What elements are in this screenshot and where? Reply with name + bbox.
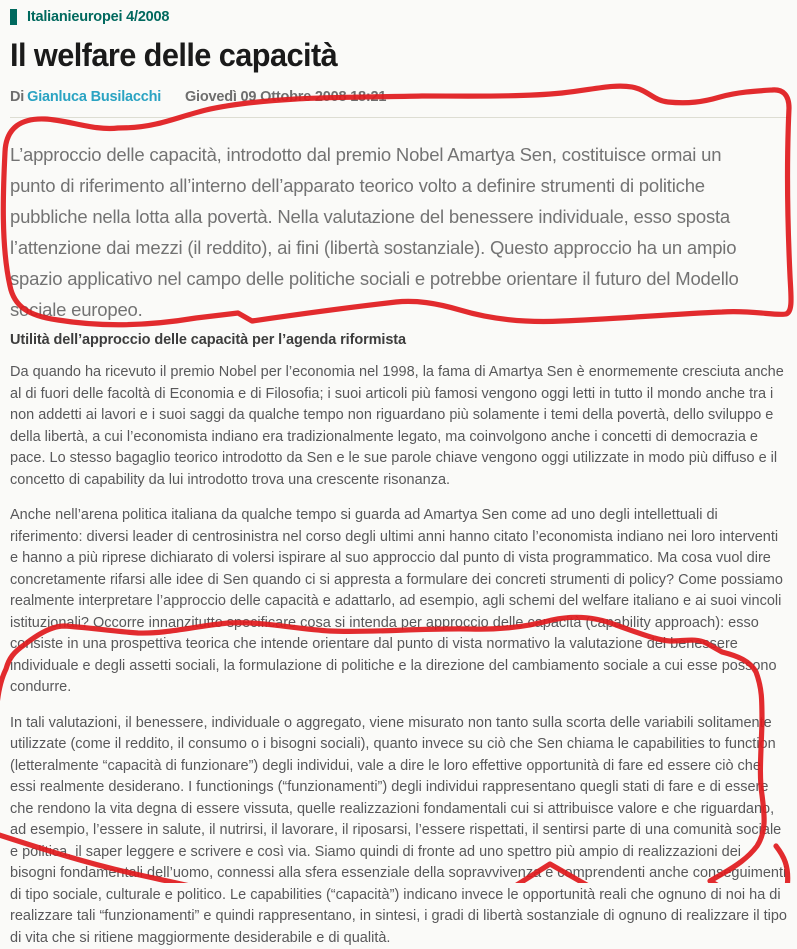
publication-row [10, 8, 789, 26]
article-paragraph-2: Anche nell’arena politica italiana da qualche tempo si guarda ad Amartya Sen come ad uno degli intellettuali di riferimento: diversi leader di centrosinistra nel corso degli ultimi anni hanno citato l’economista indiano nei loro interventi e hanno a più riprese dichiarato di volersi ispirare al suo approccio dal punto di vista programmatico. Ma cosa vuol dire concretamente rifarsi alle idee di Sen quando ci si appresta a formulare dei concreti strumenti di policy? Come possiamo realmente interpretare l’approccio delle capacità e adattarlo, ad esempio, agli schemi del welfare italiano e ai suoi vincoli istituzionali? Occorre innanzitutto specificare cosa si intenda per approccio delle capacità (capability approach): esso consiste in una prospettiva teorica che intende orientare dal punto di vista normativo la valutazione del benessere individuale e degli assetti sociali, la formulazione di politiche e la direzione del cambiamento sociale a cui esse possono condurre. [10, 505, 789, 699]
byline [10, 89, 789, 105]
article-header [10, 8, 789, 118]
section-subheading: Utilità dell’approccio delle capacità per l’agenda riformista [10, 332, 789, 348]
article-paragraph-1: Da quando ha ricevuto il premio Nobel per l’economia nel 1998, la fama di Amartya Sen è enormemente cresciuta anche al di fuori delle facoltà di Economia e di Filosofia; i suoi articoli più famosi vengono oggi letti in tutto il mondo anche tra i non addetti ai lavori e i suoi saggi da qualche tempo non riguardano più solamente i temi della povertà, dello sviluppo e della libertà, a cui l’economista indiano era tradizionalmente legato, ma coinvolgono anche i concetti di democrazia e pace. Lo stesso bagaglio teorico introdotto da Sen e le sue parole chiave vengono oggi utilizzate in modo più diffuso e il concetto di capability da lui introdotto trova una crescente risonanza. [10, 362, 789, 491]
article-paragraph-3: In tali valutazioni, il benessere, individuale o aggregato, viene misurato non tanto sulla scorta delle variabili solitamente utilizzate (come il reddito, il consumo o i bisogni sociali), quanto invece su ciò che Sen chiama le capabilities to function (letteralmente “capacità di funzionare”) degli individui, vale a dire le loro effettive opportunità di fare ed essere ciò che essi realmente desiderano. I functionings (“funzionamenti”) degli individui rappresentano quegli stati di fare e di essere che rendono la vita degna di essere vissuta, quelle realizzazioni fondamentali cui si attribuisce valore e che riguardano, ad esempio, l’essere in salute, il nutrirsi, il lavorare, il riposarsi, l’essere rispettati, il sentirsi parte di una comunità sociale e politica, il saper leggere e scrivere e così via. Siamo quindi di fronte ad uno spettro più ampio di realizzazioni dei bisogni fondamentali dell’uomo, connessi alla sfera essenziale della sopravvivenza e comprendenti anche conseguimenti di tipo sociale, culturale e politico. Le capabilities (“capacità”) indicano invece le opportunità reali che ognuno di noi ha di realizzare tali “funzionamenti” e quindi rappresentano, in sintesi, i gradi di libertà sostanziale di ognuno di realizzare il tipo di vita che si ritiene maggiormente desiderabile e di qualità. [10, 713, 789, 949]
article-body [10, 139, 789, 949]
publish-date: Giovedì 09 Ottobre 2008 18:21 [185, 89, 386, 105]
author-link[interactable]: Gianluca Busilacchi [27, 89, 161, 105]
byline-prefix: Di [10, 89, 24, 105]
article-intro: L’approccio delle capacità, introdotto dal premio Nobel Amartya Sen, costituisce ormai un punto di riferimento all’interno dell’apparato teorico volto a definire strumenti di politiche pubbliche nella lotta alla povertà. Nella valutazione del benessere individuale, esso sposta l’attenzione dai mezzi (il reddito), ai fini (libertà sostanziale). Questo approccio ha un ampio spazio applicativo nel campo delle politiche sociali e potrebbe orientare il futuro del Modello sociale europeo. [10, 139, 747, 325]
publication-issue-label[interactable]: Italianieuropei 4/2008 [27, 9, 169, 25]
article-title: Il welfare delle capacità [10, 37, 758, 74]
header-divider [10, 117, 789, 118]
publication-accent-bar-icon [10, 9, 17, 25]
